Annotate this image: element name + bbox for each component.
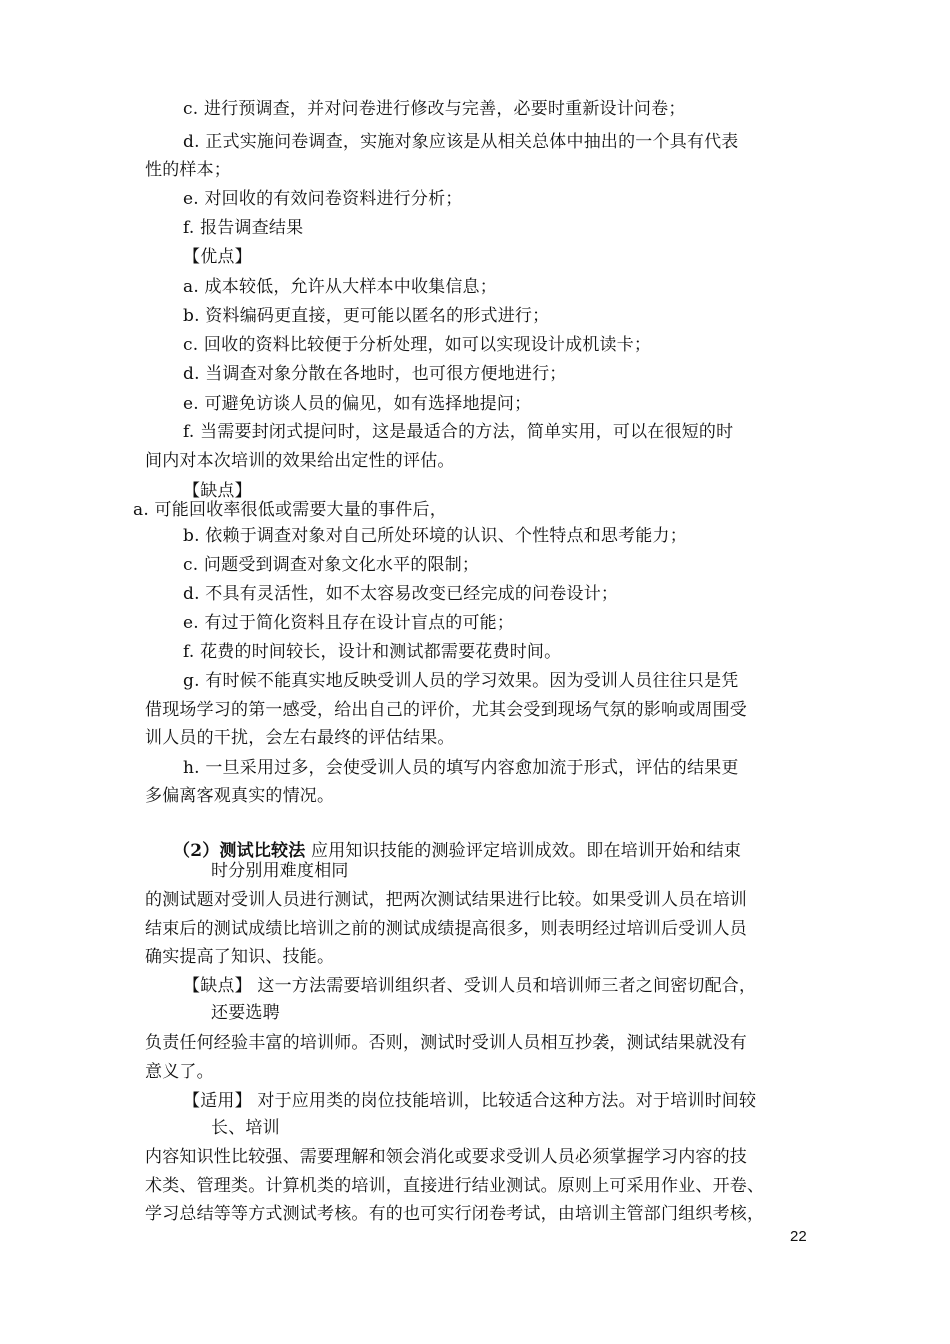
section-heading: 【缺点】 (183, 481, 252, 501)
text-line: 训人员的干扰，会左右最终的评估结果。 (145, 728, 455, 748)
text-line: b. 依赖于调查对象对自己所处环境的认识、个性特点和思考能力； (183, 526, 687, 546)
text-line: h. 一旦采用过多，会使受训人员的填写内容愈加流于形式，评估的结果更 (183, 758, 739, 778)
text-line: g. 有时候不能真实地反映受训人员的学习效果。因为受训人员往往只是凭 (183, 671, 739, 691)
text-line: 意义了。 (145, 1062, 214, 1082)
text-line: d. 正式实施问卷调查，实施对象应该是从相关总体中抽出的一个具有代表 (183, 132, 739, 152)
text-line: 【缺点】 这一方法需要培训组织者、受训人员和培训师三者之间密切配合， (183, 976, 757, 996)
method-paragraph-start (173, 840, 741, 862)
text-line: d. 不具有灵活性，如不太容易改变已经完成的问卷设计； (183, 584, 619, 604)
text-line: c. 进行预调查，并对问卷进行修改与完善，必要时重新设计问卷； (183, 99, 686, 119)
text-line: 的测试题对受训人员进行测试，把两次测试结果进行比较。如果受训人员在培训 (145, 890, 747, 910)
text-line: a. 可能回收率很低或需要大量的事件后， (133, 500, 447, 520)
text-line: 【适用】 对于应用类的岗位技能培训，比较适合这种方法。对于培训时间较 (183, 1091, 757, 1111)
text-line: e. 可避免访谈人员的偏见，如有选择地提问； (183, 394, 532, 414)
text-line: 负责任何经验丰富的培训师。否则，测试时受训人员相互抄袭，测试结果就没有 (145, 1033, 747, 1053)
text-line: f. 花费的时间较长，设计和测试都需要花费时间。 (183, 642, 562, 662)
text-line: 学习总结等等方式测试考核。有的也可实行闭卷考试，由培训主管部门组织考核， (145, 1204, 765, 1224)
text-line: 确实提高了知识、技能。 (145, 947, 335, 967)
page-number: 22 (790, 1228, 807, 1245)
text-line: 还要选聘 (211, 1003, 280, 1023)
text-line: a. 成本较低，允许从大样本中收集信息； (183, 277, 497, 297)
text-line: c. 回收的资料比较便于分析处理，如可以实现设计成机读卡； (183, 335, 652, 355)
section-heading: 【优点】 (183, 247, 252, 267)
text-line: 术类、管理类。计算机类的培训，直接进行结业测试。原则上可采用作业、开卷、 (145, 1176, 765, 1196)
text-line: 多偏离客观真实的情况。 (145, 786, 335, 806)
text-line: c. 问题受到调查对象文化水平的限制； (183, 555, 480, 575)
text-line: 借现场学习的第一感受，给出自己的评价，尤其会受到现场气氛的影响或周围受 (145, 700, 747, 720)
text-line: f. 报告调查结果 (183, 218, 304, 238)
text-line: 间内对本次培训的效果给出定性的评估。 (145, 451, 455, 471)
method-intro: 应用知识技能的测验评定培训成效。即在培训开始和结束 (305, 841, 742, 861)
text-line: 内容知识性比较强、需要理解和领会消化或要求受训人员必须掌握学习内容的技 (145, 1147, 747, 1167)
method-title: （2）测试比较法 (173, 841, 306, 861)
text-line: 性的样本； (145, 160, 231, 180)
text-line: 长、培训 (211, 1118, 280, 1138)
text-line: 结束后的测试成绩比培训之前的测试成绩提高很多，则表明经过培训后受训人员 (145, 919, 747, 939)
text-line: e. 有过于简化资料且存在设计盲点的可能； (183, 613, 515, 633)
text-line: f. 当需要封闭式提问时，这是最适合的方法，简单实用，可以在很短的时 (183, 422, 734, 442)
text-line: d. 当调查对象分散在各地时，也可很方便地进行； (183, 364, 567, 384)
text-line: 时分别用难度相同 (211, 861, 349, 881)
text-line: b. 资料编码更直接，更可能以匿名的形式进行； (183, 306, 550, 326)
text-line: e. 对回收的有效问卷资料进行分析； (183, 189, 463, 209)
